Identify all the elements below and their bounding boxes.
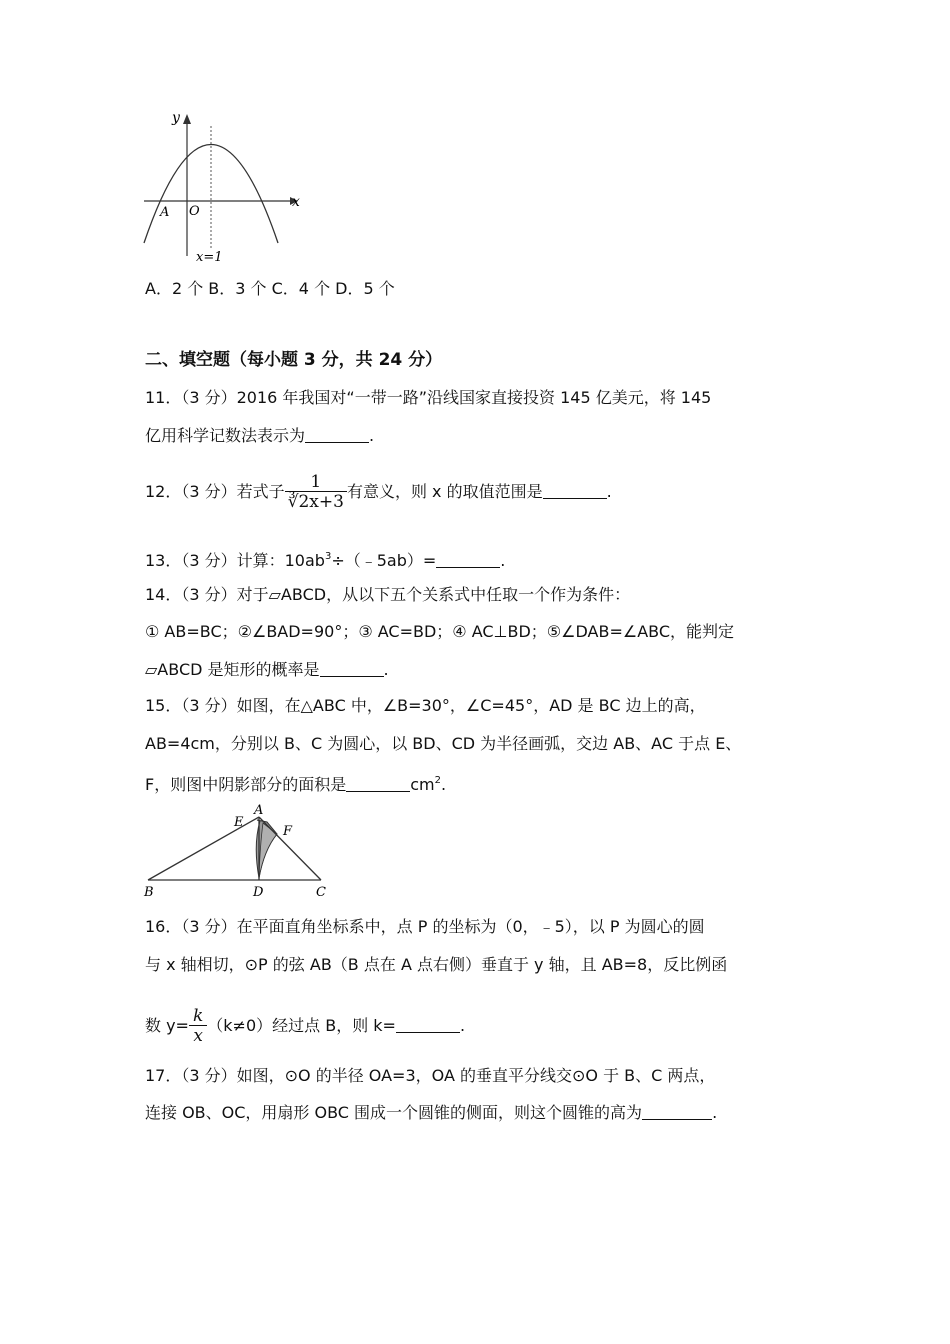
q12-before: 12．（3 分）若式子	[145, 482, 285, 501]
answer-blank[interactable]	[396, 1016, 460, 1033]
q14-line1: 14．（3 分）对于▱ABCD，从以下五个关系式中任取一个作为条件：	[145, 585, 631, 604]
q16-end: .	[459, 1016, 466, 1035]
q13-line	[145, 546, 505, 572]
q12-after: 有意义，则 x 的取值范围是	[346, 482, 543, 501]
q16-line2: 与 x 轴相切，⊙P 的弦 AB（B 点在 A 点右侧）垂直于 y 轴，且 AB=8，反比例函	[145, 955, 728, 974]
q13-before: 13．（3 分）计算：10ab	[145, 551, 325, 570]
q13-after: ÷（﹣5ab）=	[331, 551, 437, 570]
q10-options: A．2 个 B．3 个 C．4 个 D．5 个	[145, 279, 395, 298]
q13-end: .	[500, 551, 506, 570]
q12-denominator: ∛2x+3	[285, 491, 347, 512]
origin-label: O	[189, 204, 200, 219]
label-d: D	[253, 885, 264, 900]
q15-line3	[145, 770, 446, 796]
triangle-figure	[140, 800, 340, 900]
q16-after: （k≠0）经过点 B，则 k=	[207, 1016, 396, 1035]
q14-line3	[145, 659, 389, 681]
q16-denominator: x	[189, 1025, 207, 1046]
label-a: A	[254, 803, 264, 818]
q12-line	[145, 470, 612, 514]
y-axis-arrow	[183, 114, 191, 124]
answer-blank[interactable]	[642, 1103, 712, 1120]
q16-line3	[145, 1004, 465, 1048]
label-b: B	[144, 885, 154, 900]
answer-blank[interactable]	[436, 551, 500, 568]
point-a-label: A	[160, 205, 170, 220]
y-axis-label: y	[172, 110, 180, 126]
q15-unit: cm	[410, 775, 435, 794]
parabola-graph	[140, 108, 310, 268]
q12-numerator: 1	[310, 472, 322, 492]
label-f: F	[283, 824, 293, 839]
q17-end: .	[712, 1103, 718, 1122]
q11-line2	[145, 425, 374, 447]
q17-line1: 17．（3 分）如图，⊙O 的半径 OA=3，OA 的垂直平分线交⊙O 于 B、C 两点，	[145, 1066, 716, 1085]
q17-line2	[145, 1102, 717, 1124]
q11-text: 亿用科学记数法表示为	[145, 426, 306, 445]
symmetry-axis-label: x=1	[196, 250, 223, 265]
q14-text: ▱ABCD 是矩形的概率是	[145, 660, 320, 679]
answer-blank[interactable]	[320, 660, 384, 677]
q15-end: .	[440, 775, 447, 794]
q14-line2: ① AB=BC；②∠BAD=90°；③ AC=BD；④ AC⊥BD；⑤∠DAB=∠ABC，能判定	[145, 622, 735, 641]
label-c: C	[316, 885, 326, 900]
answer-blank[interactable]	[305, 426, 369, 443]
q15-line2: AB=4cm，分别以 B、C 为圆心，以 BD、CD 为半径画弧，交边 AB、AC 于点 E、	[145, 734, 742, 753]
q11-end: .	[369, 426, 375, 445]
q14-end: .	[383, 660, 389, 679]
section-heading: 二、填空题（每小题 3 分，共 24 分）	[145, 350, 443, 370]
q15-text: F，则图中阴影部分的面积是	[145, 775, 347, 794]
answer-blank[interactable]	[346, 775, 410, 792]
q12-fraction	[285, 473, 347, 512]
q16-line1: 16．（3 分）在平面直角坐标系中，点 P 的坐标为（0，﹣5），以 P 为圆心的圆	[145, 917, 705, 936]
q17-text: 连接 OB、OC，用扇形 OBC 围成一个圆锥的侧面，则这个圆锥的高为	[145, 1103, 643, 1122]
label-e: E	[234, 815, 244, 830]
q12-end: .	[606, 482, 612, 501]
q16-fraction	[189, 1007, 207, 1046]
x-axis-label: x	[292, 194, 300, 210]
q15-line1: 15．（3 分）如图，在△ABC 中，∠B=30°，∠C=45°，AD 是 BC 边上的高，	[145, 696, 706, 715]
answer-blank[interactable]	[543, 482, 607, 499]
q13-exponent: 3	[324, 551, 332, 562]
q16-before: 数 y=	[145, 1016, 189, 1035]
q16-numerator: k	[192, 1006, 204, 1026]
q11-line1: 11．（3 分）2016 年我国对“一带一路”沿线国家直接投资 145 亿美元，将 145	[145, 388, 712, 407]
q15-unit-exponent: 2	[434, 775, 441, 786]
